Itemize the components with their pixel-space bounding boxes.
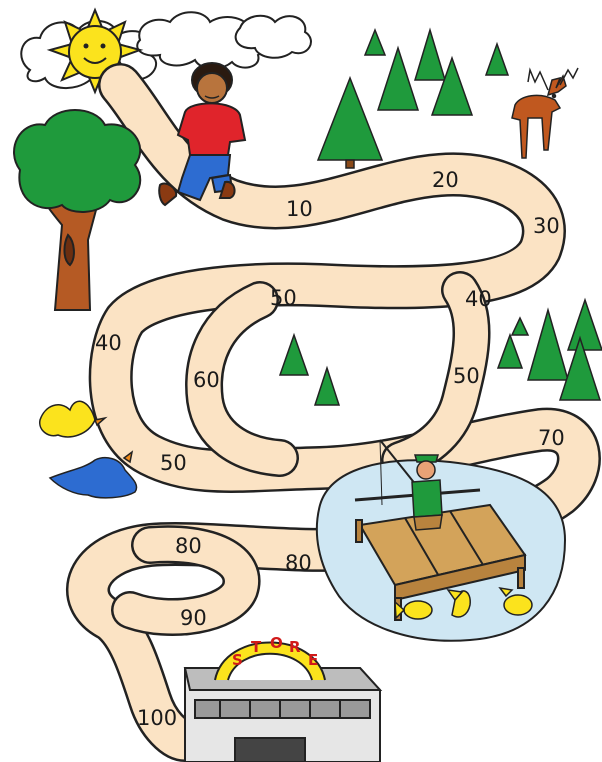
label-10-start: 10	[286, 197, 313, 221]
label-50-top: 50	[270, 286, 297, 310]
label-50-right: 50	[453, 364, 480, 388]
label-60: 60	[193, 368, 220, 392]
store-sign-letter: S	[232, 651, 243, 669]
store-sign-letter: T	[251, 638, 262, 656]
pine-tree-icon	[280, 335, 339, 405]
store-sign-letter: O	[270, 634, 283, 652]
deer-icon	[512, 68, 578, 158]
label-40-right: 40	[465, 287, 492, 311]
pine-tree-icon	[498, 300, 602, 400]
label-70: 70	[538, 426, 565, 450]
label-90: 90	[180, 606, 207, 630]
store-sign-letter: R	[289, 638, 301, 656]
label-80-right: 80	[285, 551, 312, 575]
tree-icon	[14, 110, 140, 310]
label-20: 20	[432, 168, 459, 192]
label-100: 100	[137, 706, 178, 730]
label-80-left: 80	[175, 534, 202, 558]
pine-tree-icon	[318, 30, 508, 168]
store-sign-letter: E	[308, 651, 319, 669]
store-building-icon	[185, 643, 380, 762]
label-50-bottom: 50	[160, 451, 187, 475]
label-30: 30	[533, 214, 560, 238]
label-40-left: 40	[95, 331, 122, 355]
